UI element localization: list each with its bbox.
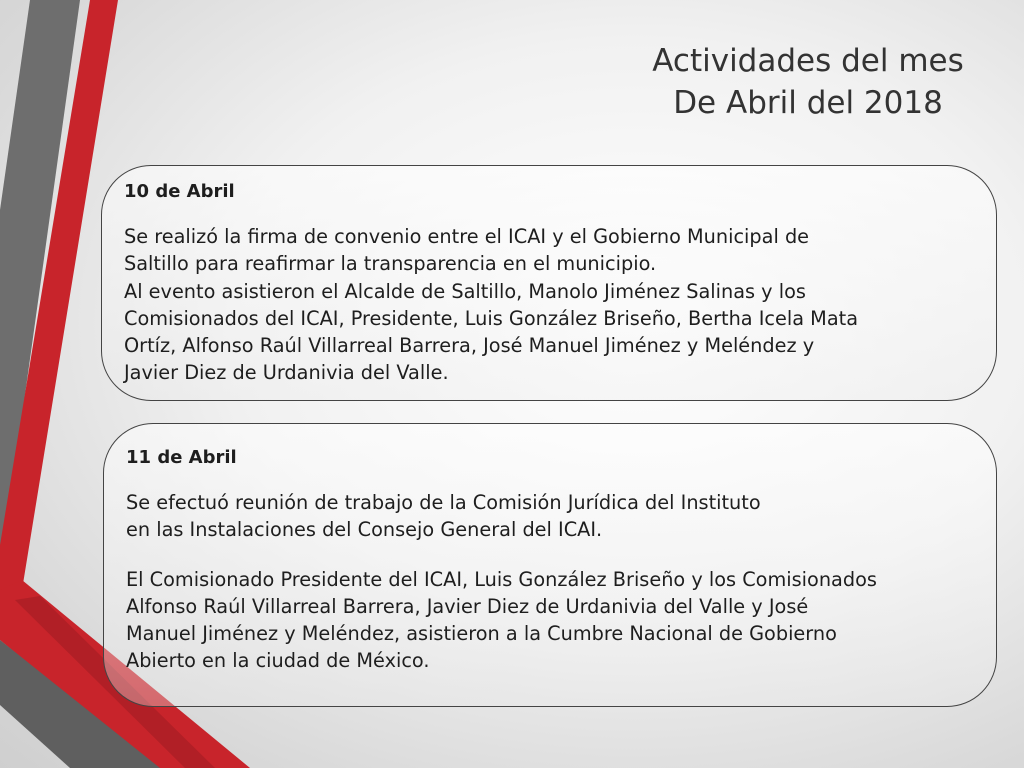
activity-text-line: Al evento asistieron el Alcalde de Saltillo, Manolo Jiménez Salinas y los — [124, 279, 806, 303]
activity-date: 10 de Abril — [124, 181, 235, 202]
activity-card-april-11 — [103, 423, 997, 707]
activity-date: 11 de Abril — [126, 447, 237, 468]
activity-text-line: en las Instalaciones del Consejo General del ICAI. — [126, 518, 603, 542]
activity-text-line: Manuel Jiménez y Meléndez, asistieron a la Cumbre Nacional de Gobierno — [126, 622, 837, 646]
activity-card-april-10 — [101, 165, 997, 401]
title-line-1: Actividades del mes — [652, 43, 964, 79]
title-line-2: De Abril del 2018 — [673, 85, 943, 121]
activity-text-line: Comisionados del ICAI, Presidente, Luis González Briseño, Bertha Icela Mata — [124, 306, 859, 330]
activity-text-line: Saltillo para reafirmar la transparencia en el municipio. — [124, 252, 657, 276]
activity-text-line: Abierto en la ciudad de México. — [126, 649, 430, 673]
page-title — [560, 40, 1024, 124]
activity-text-line: El Comisionado Presidente del ICAI, Luis González Briseño y los Comisionados — [126, 567, 877, 591]
activity-text-line: Se efectuó reunión de trabajo de la Comisión Jurídica del Instituto — [126, 491, 761, 514]
activity-text-line: Se realizó la firma de convenio entre el ICAI y el Gobierno Municipal de — [124, 225, 810, 248]
activity-text-line: Javier Diez de Urdanivia del Valle. — [124, 361, 449, 385]
activity-text-line: Alfonso Raúl Villarreal Barrera, Javier Diez de Urdanivia del Valle y José — [126, 594, 809, 618]
activity-text-line: Ortíz, Alfonso Raúl Villarreal Barrera, José Manuel Jiménez y Meléndez y — [124, 334, 815, 358]
